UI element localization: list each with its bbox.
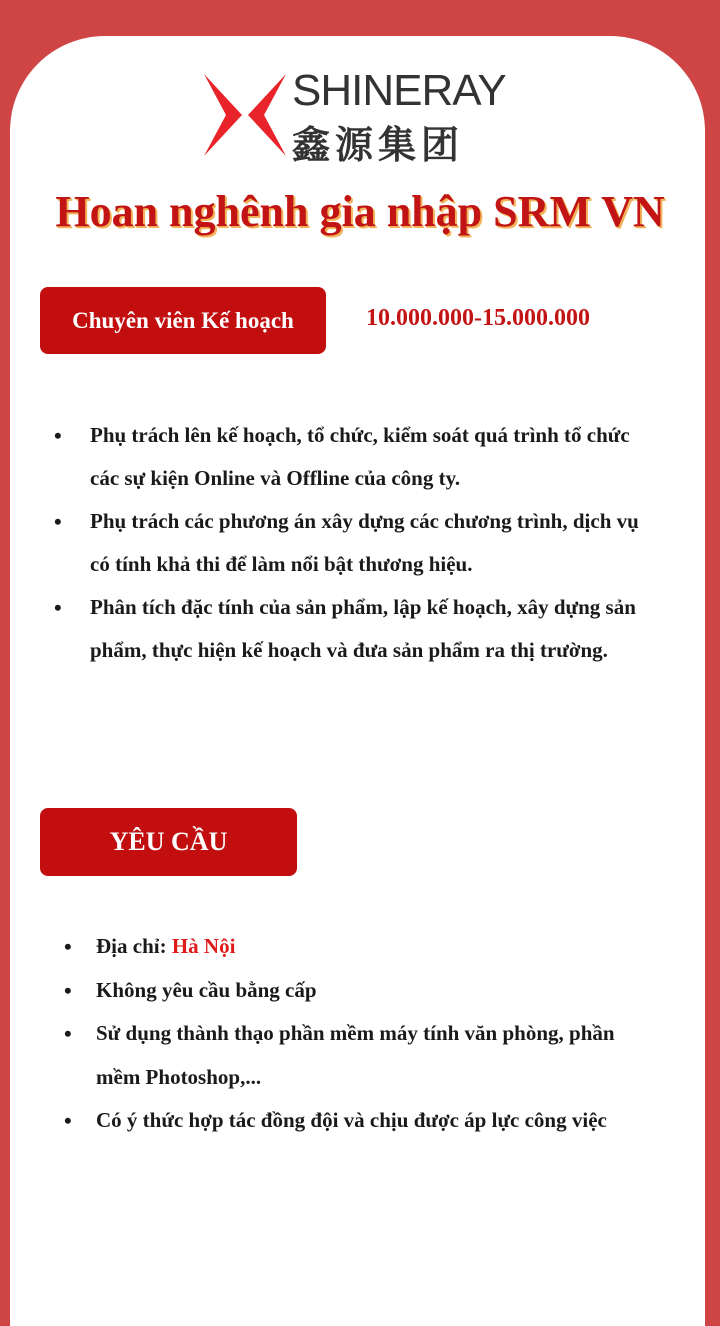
list-item: • Sử dụng thành thạo phần mềm máy tính văn phòng, phần mềm Photoshop,...: [96, 1012, 656, 1099]
shineray-logo: [200, 66, 506, 167]
requirements-heading-badge: [40, 808, 297, 876]
list-item-address: [96, 925, 656, 969]
list-item: • Có ý thức hợp tác đồng đội và chịu được áp lực công việc: [96, 1099, 656, 1143]
duties-list: [90, 414, 650, 672]
brand-name-cn: 鑫源集团: [292, 123, 465, 167]
address-label: Địa chỉ:: [96, 934, 167, 958]
address-value: Hà Nội: [171, 934, 236, 958]
job-title-badge: [40, 287, 326, 354]
list-item: • Phụ trách các phương án xây dựng các chương trình, dịch vụ có tính khả thi để làm nổi bật thương hiệu.: [90, 500, 650, 586]
requirements-heading: YÊU CẦU: [109, 827, 228, 856]
job-title-label: Chuyên viên Kế hoạch: [72, 307, 294, 333]
page-title: Hoan nghênh gia nhập SRM VN: [55, 187, 665, 236]
list-item: • Phụ trách lên kế hoạch, tổ chức, kiểm soát quá trình tổ chức các sự kiện Online và Offline của công ty.: [90, 414, 650, 500]
salary-range: 10.000.000-15.000.000: [366, 305, 590, 331]
list-item: • Không yêu cầu bằng cấp: [96, 969, 656, 1013]
shineray-emblem-icon: [200, 70, 290, 160]
brand-name-en: SHINERAY: [292, 66, 506, 115]
requirements-list: [96, 925, 656, 1143]
list-item: • Phân tích đặc tính của sản phẩm, lập kế hoạch, xây dựng sản phẩm, thực hiện kế hoạch và đưa sản phẩm ra thị trường.: [90, 586, 650, 672]
